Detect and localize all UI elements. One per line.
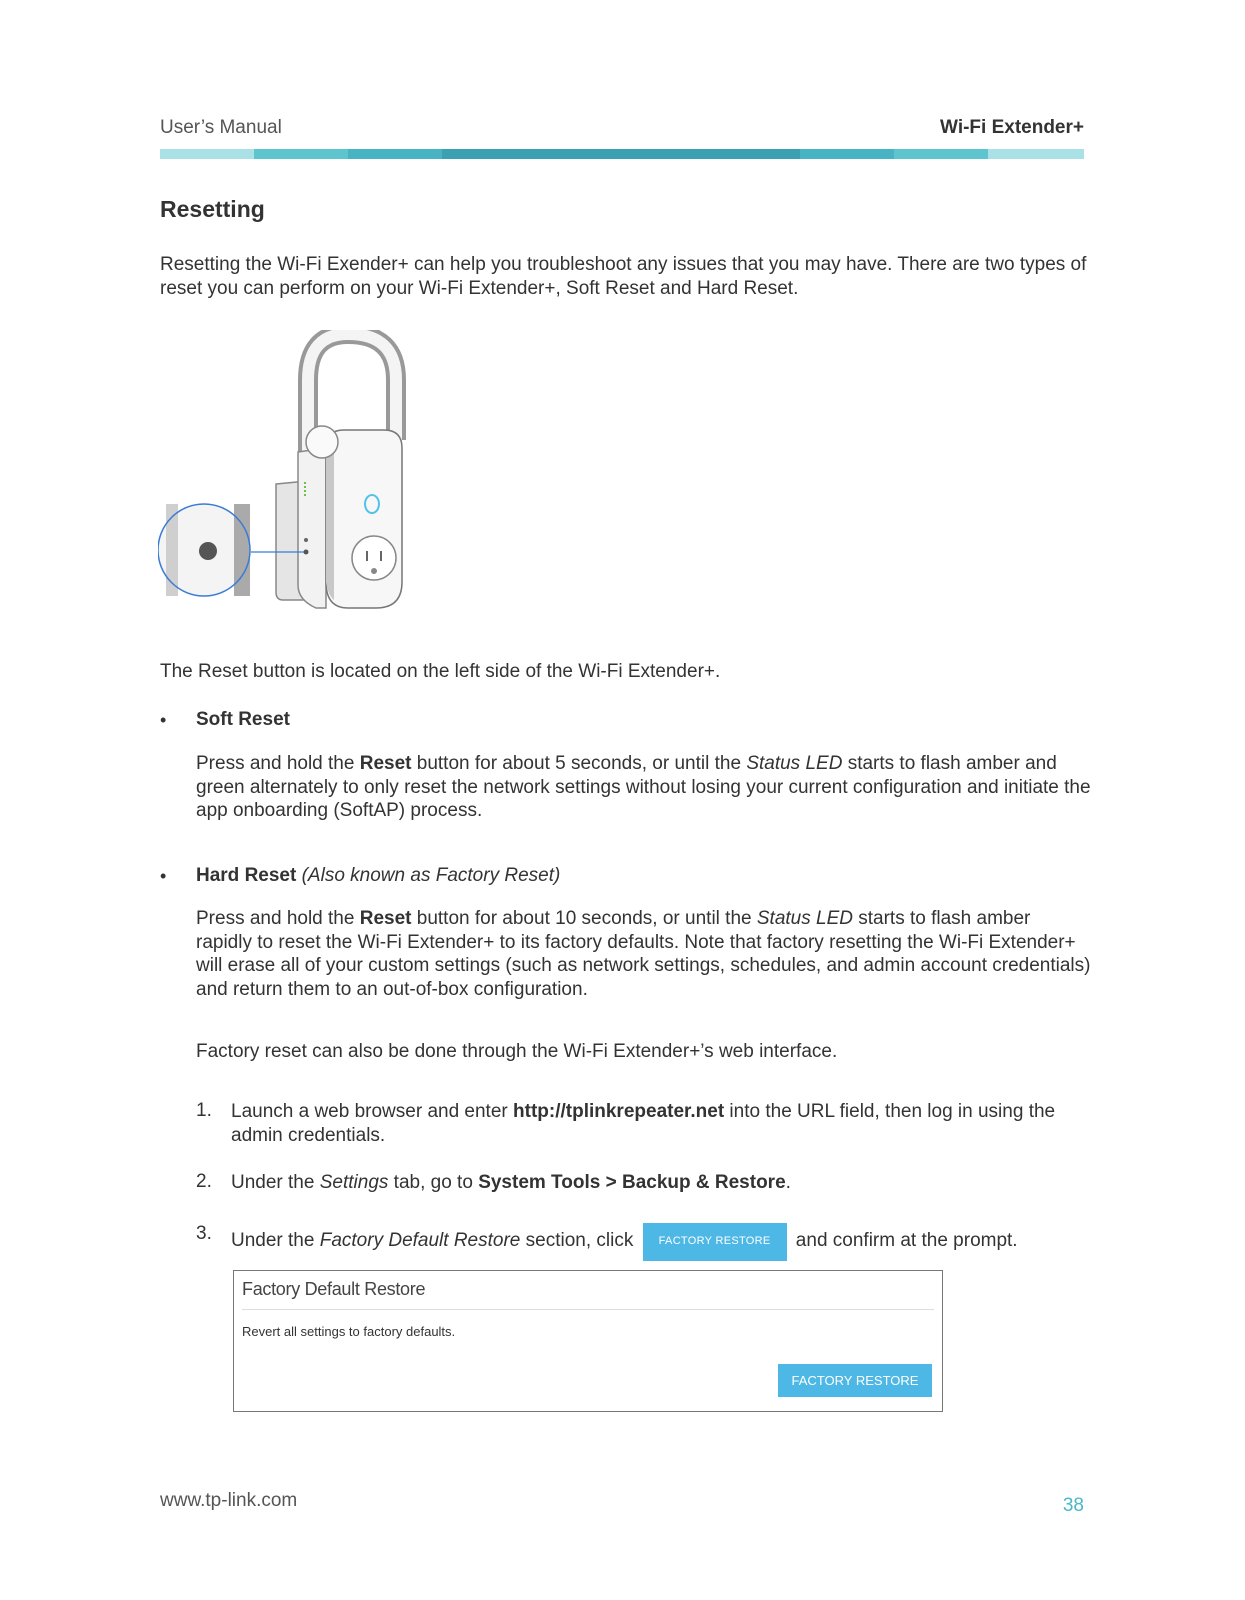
zoom-reset-button [199, 542, 217, 560]
step-text: . [785, 1172, 791, 1193]
step-text: into the URL field, then log in using the admin credentials. [231, 1101, 1056, 1146]
panel-title: Factory Default Restore [242, 1279, 426, 1299]
step-number: 1. [196, 1100, 212, 1121]
header-product-name: Wi-Fi Extender+ [940, 117, 1084, 138]
step-text: and confirm at the prompt. [790, 1230, 1018, 1251]
hard-reset-text: button for about 10 seconds, or until the [411, 908, 757, 929]
repeater-url: http://tplinkrepeater.net [513, 1101, 725, 1122]
step-2-text [231, 1171, 1091, 1195]
reset-button-dot [304, 550, 309, 555]
page-number: 38 [1062, 1495, 1084, 1516]
reset-location-caption: The Reset button is located on the left side of the Wi-Fi Extender+. [160, 661, 721, 682]
pivot-knob [306, 426, 338, 458]
hard-reset-body [196, 907, 1091, 1001]
panel-divider [242, 1309, 934, 1310]
header-manual-label: User’s Manual [160, 117, 282, 138]
hard-reset-text: Press and hold the [196, 908, 360, 929]
step-text: Under the [231, 1172, 320, 1193]
header-bar-segment [348, 149, 442, 159]
step-text: section, click [520, 1230, 639, 1251]
footer-website[interactable]: www.tp-link.com [160, 1490, 298, 1511]
hard-reset-title: Hard Reset [196, 865, 297, 886]
header-color-bar [160, 149, 1084, 159]
panel-description: Revert all settings to factory defaults. [242, 1324, 456, 1339]
soft-reset-text: Press and hold the [196, 753, 360, 774]
outlet-ground [371, 568, 377, 574]
device-side [298, 448, 326, 608]
header-bar-segment [988, 149, 1084, 159]
settings-tab-name: Settings [319, 1172, 389, 1193]
web-interface-note: Factory reset can also be done through the Wi-Fi Extender+’s web interface. [196, 1041, 838, 1062]
step-3-text [231, 1223, 1091, 1261]
soft-reset-text: starts to flash amber and green alternately to only reset the network settings without losing your current configuration and initiate the app onboarding (SoftAP) process. [196, 753, 1091, 821]
backup-restore-path: System Tools > Backup & Restore [478, 1172, 786, 1193]
step-text: Launch a web browser and enter [231, 1101, 514, 1122]
header-bar-segment [160, 149, 254, 159]
step-text: Under the [231, 1230, 320, 1251]
step-text: tab, go to [388, 1172, 479, 1193]
hard-reset-heading [196, 865, 560, 887]
step-number: 2. [196, 1171, 212, 1192]
hard-reset-status-led: Status LED [756, 908, 853, 929]
soft-reset-reset-word: Reset [359, 753, 412, 774]
hard-reset-reset-word: Reset [359, 908, 412, 929]
device-shadow [326, 450, 334, 600]
extender-illustration [158, 330, 418, 620]
intro-paragraph: Resetting the Wi-Fi Exender+ can help you troubleshoot any issues that you may have. There are two types of reset you can perform on your Wi-Fi Extender+, Soft Reset and Hard Reset. [160, 254, 1087, 299]
soft-reset-body [196, 752, 1091, 823]
header-bar-segment [254, 149, 348, 159]
bullet-hard-reset: • [160, 866, 167, 886]
header-bar-segment [800, 149, 894, 159]
header-bar-segment [442, 149, 800, 159]
hard-reset-subtitle: (Also known as Factory Reset) [301, 865, 561, 886]
factory-restore-button[interactable]: FACTORY RESTORE [778, 1364, 932, 1397]
bullet-soft-reset: • [160, 710, 167, 730]
inline-factory-restore-button[interactable]: FACTORY RESTORE [643, 1223, 787, 1261]
soft-reset-heading: Soft Reset [196, 709, 290, 730]
side-dot [304, 538, 308, 542]
step-number: 3. [196, 1223, 212, 1244]
factory-default-section-name: Factory Default Restore [319, 1230, 521, 1251]
header-bar-segment [894, 149, 988, 159]
step-1-text [231, 1100, 1091, 1147]
page-title: Resetting [160, 196, 265, 222]
hard-reset-text: starts to flash amber rapidly to reset the Wi-Fi Extender+ to its factory defaults. Note that factory resetting the Wi-Fi Extender+ will erase all of your custom settings (such as network settings, schedules, and admin account credentials) and return them to an out-of-box configuration. [196, 908, 1091, 1000]
soft-reset-text: button for about 5 seconds, or until the [411, 753, 747, 774]
device-body [326, 430, 402, 608]
soft-reset-status-led: Status LED [746, 753, 843, 774]
factory-default-restore-panel [233, 1270, 943, 1412]
